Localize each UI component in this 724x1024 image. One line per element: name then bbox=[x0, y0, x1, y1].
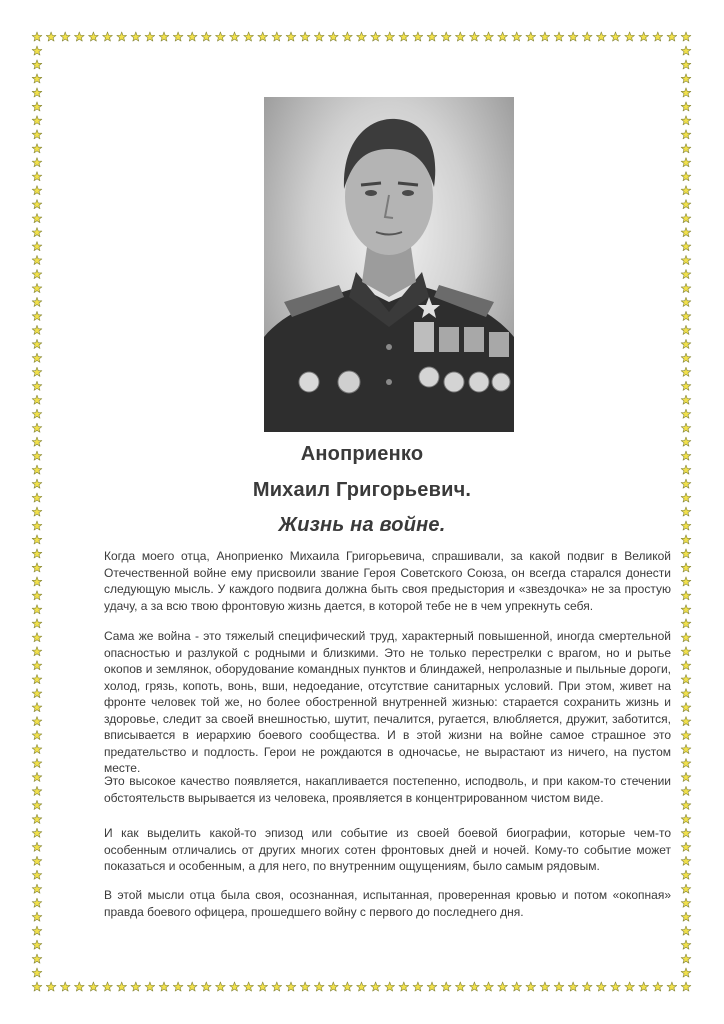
star-icon bbox=[681, 912, 691, 921]
star-icon bbox=[32, 283, 42, 292]
heading-name: Михаил Григорьевич. bbox=[252, 479, 472, 501]
star-icon bbox=[32, 591, 42, 600]
star-icon bbox=[32, 772, 42, 781]
star-icon bbox=[32, 800, 42, 809]
star-icon bbox=[611, 982, 621, 991]
star-icon bbox=[32, 311, 42, 320]
star-icon bbox=[187, 32, 197, 41]
star-icon bbox=[32, 74, 42, 83]
star-icon bbox=[681, 325, 691, 334]
star-icon bbox=[32, 381, 42, 390]
star-icon bbox=[103, 982, 113, 991]
star-icon bbox=[216, 982, 226, 991]
star-icon bbox=[32, 577, 42, 586]
star-icon bbox=[681, 842, 691, 851]
star-icon bbox=[681, 703, 691, 712]
star-icon bbox=[681, 353, 691, 362]
star-icon bbox=[681, 423, 691, 432]
star-icon bbox=[371, 32, 381, 41]
star-icon bbox=[596, 982, 606, 991]
star-icon bbox=[60, 32, 70, 41]
star-icon bbox=[32, 269, 42, 278]
star-icon bbox=[681, 395, 691, 404]
star-icon bbox=[681, 800, 691, 809]
star-icon bbox=[681, 786, 691, 795]
star-icon bbox=[681, 884, 691, 893]
star-icon bbox=[681, 856, 691, 865]
star-icon bbox=[32, 32, 42, 41]
star-icon bbox=[639, 32, 649, 41]
star-icon bbox=[300, 32, 310, 41]
star-icon bbox=[681, 46, 691, 55]
star-icon bbox=[32, 828, 42, 837]
star-icon bbox=[399, 982, 409, 991]
star-icon bbox=[512, 982, 522, 991]
paragraph: И как выделить какой-то эпизод или событие из своей боевой биографии, которые чем-то особенным отличались от других многих сотен фронтовых дней и ночей. Кому-то событие может показаться и особенным, а для него, по внутренним ощущениям, было самым рядовым. bbox=[104, 826, 671, 873]
star-icon bbox=[526, 32, 536, 41]
star-icon bbox=[413, 982, 423, 991]
star-icon bbox=[681, 242, 691, 251]
star-icon bbox=[681, 633, 691, 642]
star-icon bbox=[681, 968, 691, 977]
star-icon bbox=[173, 982, 183, 991]
star-icon bbox=[681, 88, 691, 97]
star-icon bbox=[46, 982, 56, 991]
star-icon bbox=[653, 982, 663, 991]
star-icon bbox=[32, 339, 42, 348]
star-icon bbox=[230, 32, 240, 41]
star-icon bbox=[681, 828, 691, 837]
star-icon bbox=[357, 32, 367, 41]
star-icon bbox=[32, 912, 42, 921]
star-icon bbox=[32, 465, 42, 474]
star-icon bbox=[32, 940, 42, 949]
star-icon bbox=[32, 186, 42, 195]
star-icon bbox=[145, 982, 155, 991]
star-icon bbox=[173, 32, 183, 41]
star-icon bbox=[117, 32, 127, 41]
star-icon bbox=[681, 870, 691, 879]
star-icon bbox=[32, 647, 42, 656]
star-icon bbox=[498, 32, 508, 41]
star-icon bbox=[667, 982, 677, 991]
star-icon bbox=[681, 381, 691, 390]
star-icon bbox=[32, 242, 42, 251]
star-icon bbox=[272, 982, 282, 991]
star-icon bbox=[357, 982, 367, 991]
star-icon bbox=[201, 982, 211, 991]
star-icon bbox=[681, 297, 691, 306]
star-icon bbox=[681, 563, 691, 572]
star-icon bbox=[32, 744, 42, 753]
star-icon bbox=[484, 32, 494, 41]
star-icon bbox=[681, 465, 691, 474]
star-icon bbox=[681, 228, 691, 237]
star-icon bbox=[32, 395, 42, 404]
star-icon bbox=[32, 116, 42, 125]
star-icon bbox=[681, 675, 691, 684]
star-icon bbox=[554, 982, 564, 991]
star-icon bbox=[89, 982, 99, 991]
star-icon bbox=[681, 758, 691, 767]
paragraph: Это высокое качество появляется, накапливается постепенно, исподволь, и при каком-то стечении обстоятельств вырывается из человека, проявляется в концентрированном чистом виде. bbox=[104, 774, 671, 805]
star-icon bbox=[667, 32, 677, 41]
star-icon bbox=[314, 32, 324, 41]
star-icon bbox=[117, 982, 127, 991]
star-icon bbox=[46, 32, 56, 41]
star-icon bbox=[540, 982, 550, 991]
star-icon bbox=[639, 982, 649, 991]
star-icon bbox=[32, 549, 42, 558]
star-icon bbox=[32, 144, 42, 153]
star-icon bbox=[681, 116, 691, 125]
star-icon bbox=[32, 172, 42, 181]
star-icon bbox=[32, 325, 42, 334]
star-icon bbox=[596, 32, 606, 41]
star-icon bbox=[300, 982, 310, 991]
star-icon bbox=[230, 982, 240, 991]
star-icon bbox=[32, 423, 42, 432]
heading-subtitle: Жизнь на войне. bbox=[278, 514, 446, 536]
star-icon bbox=[681, 32, 691, 41]
star-icon bbox=[681, 186, 691, 195]
star-icon bbox=[32, 200, 42, 209]
star-icon bbox=[32, 675, 42, 684]
star-icon bbox=[681, 954, 691, 963]
star-icon bbox=[74, 32, 84, 41]
star-icon bbox=[625, 32, 635, 41]
star-icon bbox=[32, 661, 42, 670]
star-icon bbox=[554, 32, 564, 41]
star-icon bbox=[681, 940, 691, 949]
star-icon bbox=[32, 228, 42, 237]
star-icon bbox=[272, 32, 282, 41]
star-icon bbox=[681, 214, 691, 223]
star-icon bbox=[371, 982, 381, 991]
star-icon bbox=[470, 32, 480, 41]
star-icon bbox=[32, 926, 42, 935]
star-icon bbox=[681, 661, 691, 670]
star-icon bbox=[681, 772, 691, 781]
star-icon bbox=[32, 633, 42, 642]
star-icon bbox=[681, 269, 691, 278]
star-icon bbox=[244, 982, 254, 991]
star-icon bbox=[681, 619, 691, 628]
star-icon bbox=[681, 982, 691, 991]
star-icon bbox=[216, 32, 226, 41]
star-icon bbox=[131, 32, 141, 41]
star-icon bbox=[314, 982, 324, 991]
paragraph: Когда моего отца, Аноприенко Михаила Григорьевича, спрашивали, за какой подвиг в Великой Отечественной войне ему присвоили звание Героя Советского Союза, он всегда старался донести следующую мысль. У каждого подвига должна быть своя предыстория и «звездочка» не за простую удачу, а за всю твою фронтовую жизнь дается, в которой тебе не в чем упрекнуть себя. bbox=[104, 549, 671, 613]
star-icon bbox=[681, 102, 691, 111]
star-icon bbox=[681, 605, 691, 614]
star-icon bbox=[455, 982, 465, 991]
star-icon bbox=[32, 353, 42, 362]
star-icon bbox=[32, 605, 42, 614]
star-icon bbox=[32, 842, 42, 851]
star-icon bbox=[681, 577, 691, 586]
star-icon bbox=[286, 32, 296, 41]
star-icon bbox=[32, 856, 42, 865]
star-icon bbox=[159, 982, 169, 991]
star-icon bbox=[582, 32, 592, 41]
star-icon bbox=[32, 814, 42, 823]
star-icon bbox=[201, 32, 211, 41]
star-icon bbox=[32, 717, 42, 726]
star-icon bbox=[258, 982, 268, 991]
star-icon bbox=[60, 982, 70, 991]
star-icon bbox=[681, 898, 691, 907]
star-icon bbox=[611, 32, 621, 41]
star-icon bbox=[32, 870, 42, 879]
star-icon bbox=[681, 549, 691, 558]
star-icon bbox=[681, 158, 691, 167]
star-icon bbox=[145, 32, 155, 41]
star-icon bbox=[32, 130, 42, 139]
star-icon bbox=[32, 898, 42, 907]
star-icon bbox=[681, 591, 691, 600]
star-icon bbox=[441, 982, 451, 991]
star-icon bbox=[32, 968, 42, 977]
star-icon bbox=[681, 200, 691, 209]
star-icon bbox=[427, 982, 437, 991]
star-icon bbox=[427, 32, 437, 41]
star-icon bbox=[681, 74, 691, 83]
star-icon bbox=[32, 786, 42, 795]
star-icon bbox=[286, 982, 296, 991]
star-icon bbox=[343, 982, 353, 991]
star-icon bbox=[103, 32, 113, 41]
star-icon bbox=[32, 703, 42, 712]
star-icon bbox=[399, 32, 409, 41]
star-icon bbox=[385, 32, 395, 41]
star-icon bbox=[568, 982, 578, 991]
star-icon bbox=[32, 954, 42, 963]
star-icon bbox=[32, 102, 42, 111]
star-icon bbox=[32, 730, 42, 739]
star-icon bbox=[540, 32, 550, 41]
star-icon bbox=[32, 158, 42, 167]
star-icon bbox=[441, 32, 451, 41]
paragraph: В этой мысли отца была своя, осознанная, испытанная, проверенная кровью и потом «окопная» правда боевого офицера, прошедшего войну с первого до последнего дня. bbox=[104, 888, 671, 919]
heading-surname: Аноприенко bbox=[300, 443, 424, 465]
star-icon bbox=[74, 982, 84, 991]
star-icon bbox=[32, 689, 42, 698]
star-icon bbox=[131, 982, 141, 991]
star-icon bbox=[32, 214, 42, 223]
star-icon bbox=[681, 689, 691, 698]
star-icon bbox=[32, 46, 42, 55]
star-icon bbox=[32, 563, 42, 572]
star-icon bbox=[32, 982, 42, 991]
star-icon bbox=[159, 32, 169, 41]
star-icon bbox=[32, 88, 42, 97]
star-icon bbox=[328, 982, 338, 991]
star-icon bbox=[681, 311, 691, 320]
star-icon bbox=[568, 32, 578, 41]
star-icon bbox=[681, 172, 691, 181]
star-icon bbox=[413, 32, 423, 41]
star-icon bbox=[32, 758, 42, 767]
star-icon bbox=[681, 60, 691, 69]
portrait-photo bbox=[264, 97, 514, 432]
star-icon bbox=[681, 744, 691, 753]
star-icon bbox=[32, 884, 42, 893]
star-icon bbox=[681, 647, 691, 656]
star-icon bbox=[681, 409, 691, 418]
star-icon bbox=[625, 982, 635, 991]
star-icon bbox=[258, 32, 268, 41]
star-icon bbox=[470, 982, 480, 991]
star-icon bbox=[681, 926, 691, 935]
star-icon bbox=[484, 982, 494, 991]
star-icon bbox=[32, 367, 42, 376]
star-icon bbox=[681, 717, 691, 726]
star-icon bbox=[681, 730, 691, 739]
paragraph: Сама же война - это тяжелый специфический труд, характерный повышенной, иногда смертельной опасностью и разлукой с родными и близкими. Это не только перестрелки с врагом, но и рытье окопов и землянок, оборудование командных пунктов и блиндажей, непролазные и пыльные дороги, холод, грязь, копоть, вонь, вши, недоедание, отсутствие санитарных условий. При этом, живет на фронте человек той же, но более обостренной внутренней жизнью: старается сохранить жизнь и здоровье, следит за своей внешностью, шутит, печалится, ругается, влюбляется, дружит, заботится, вписывается в иерархию боевого сообщества. И в этой жизни на войне самое страшное это предательство и подлость. Герои не рождаются в одночасье, не вырастают из ничего, на пустом месте. bbox=[104, 629, 671, 775]
star-icon bbox=[512, 32, 522, 41]
star-icon bbox=[681, 339, 691, 348]
star-icon bbox=[343, 32, 353, 41]
star-icon bbox=[681, 144, 691, 153]
star-icon bbox=[32, 619, 42, 628]
star-icon bbox=[32, 60, 42, 69]
star-icon bbox=[681, 255, 691, 264]
star-icon bbox=[89, 32, 99, 41]
star-icon bbox=[385, 982, 395, 991]
star-icon bbox=[32, 255, 42, 264]
star-icon bbox=[681, 130, 691, 139]
star-icon bbox=[455, 32, 465, 41]
star-icon bbox=[32, 409, 42, 418]
star-icon bbox=[681, 283, 691, 292]
star-icon bbox=[32, 297, 42, 306]
star-icon bbox=[526, 982, 536, 991]
star-icon bbox=[653, 32, 663, 41]
star-icon bbox=[681, 814, 691, 823]
star-icon bbox=[681, 367, 691, 376]
star-icon bbox=[328, 32, 338, 41]
star-icon bbox=[498, 982, 508, 991]
star-icon bbox=[187, 982, 197, 991]
star-icon bbox=[244, 32, 254, 41]
star-icon bbox=[582, 982, 592, 991]
